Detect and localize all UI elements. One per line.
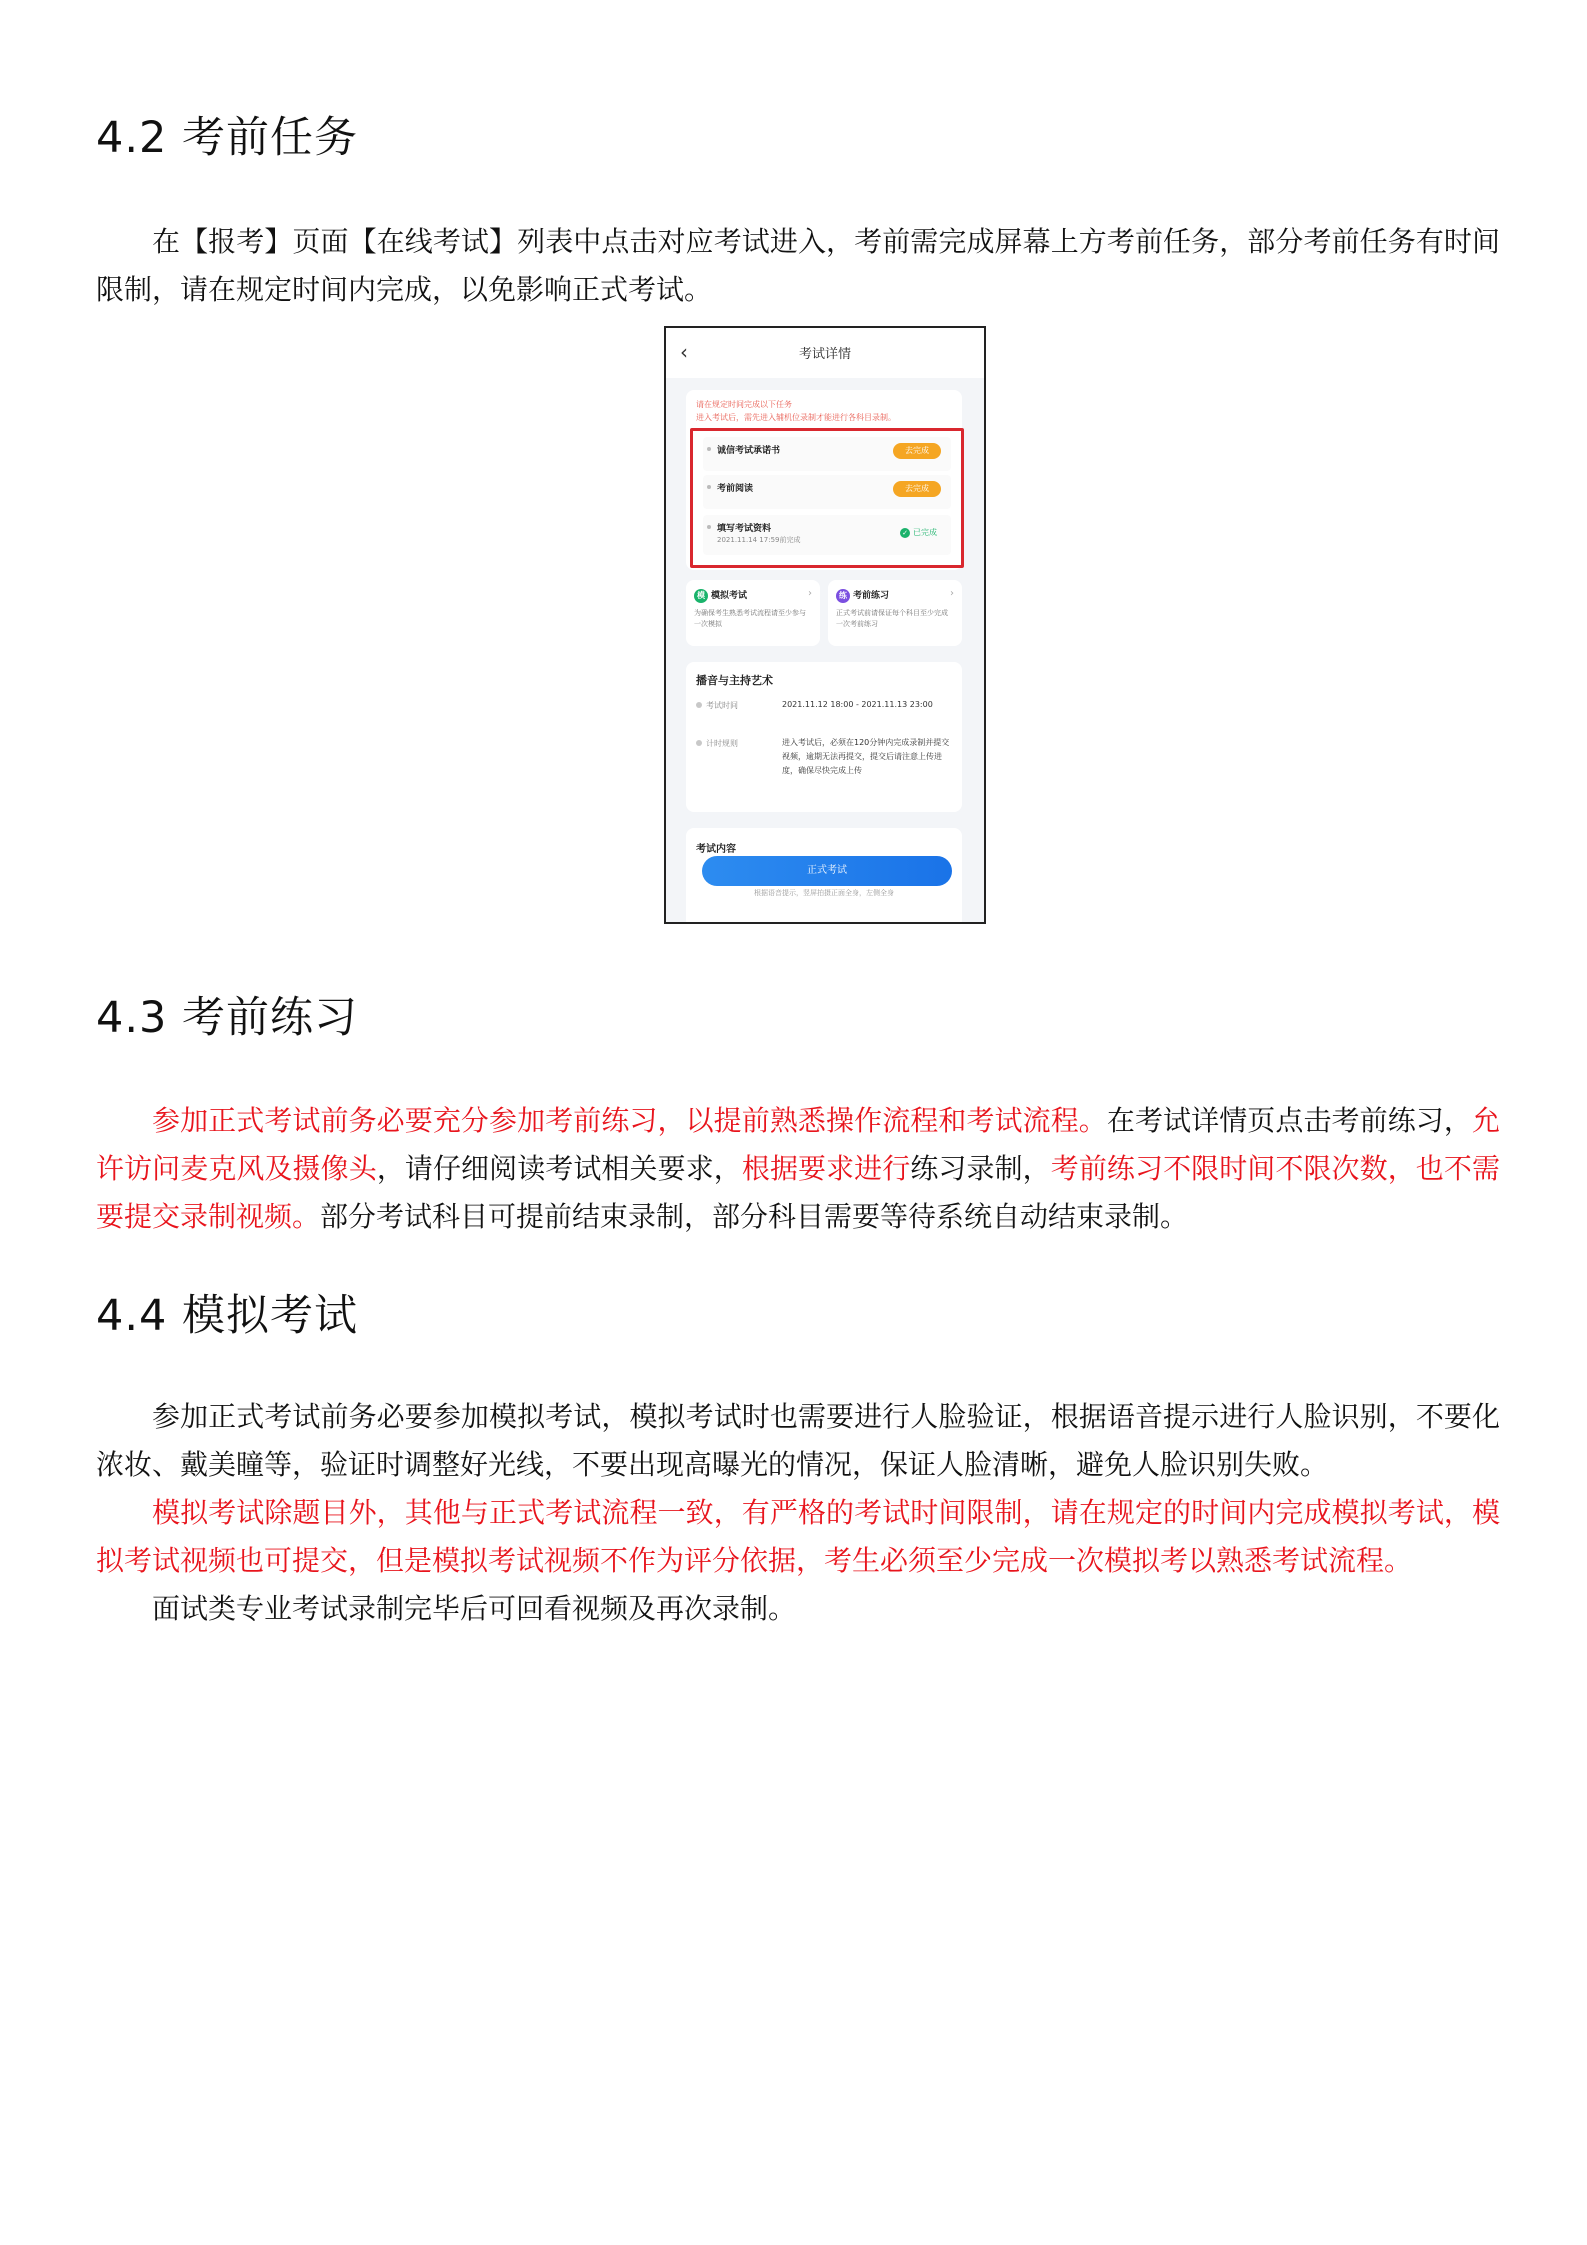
- mock-exam-card[interactable]: [686, 580, 820, 646]
- mock-exam-title-row: [694, 588, 747, 603]
- chevron-right-icon: ›: [808, 588, 812, 599]
- chevron-right-icon: ›: [950, 588, 954, 599]
- paragraph-4-2: [96, 218, 1500, 314]
- section-title-4-2: 4.2 考前任务: [96, 113, 359, 163]
- chevron-left-icon[interactable]: ‹: [680, 340, 688, 364]
- section-title-4-3: 4.3 考前练习: [96, 993, 359, 1043]
- highlighted-text: 模拟考试除题目外，其他与正式考试流程一致，有严格的考试时间限制，请在规定的时间内完成模拟考试，模拟考试视频也可提交，但是模拟考试视频不作为评分依据，考生必须至少完成一次模拟考以熟悉考试流程。: [96, 1496, 1500, 1577]
- exam-details-screenshot: [664, 326, 986, 924]
- highlighted-text: 参加正式考试前务必要充分参加考前练习，以提前熟悉操作流程和考试流程。: [152, 1104, 1107, 1137]
- phone-title: 考试详情: [798, 347, 851, 362]
- task-name: 诚信考试承诺书: [717, 446, 781, 456]
- exam-time-label: 考试时间: [706, 701, 738, 710]
- timer-icon: [696, 740, 702, 746]
- task-deadline: 2021.11.14 17:59前完成: [717, 536, 801, 544]
- practice-icon: 练: [836, 589, 850, 603]
- task-item[interactable]: [703, 515, 951, 555]
- highlighted-text: 允许访问麦克风及摄像头: [96, 1104, 1500, 1185]
- notice-line-1: 请在规定时间完成以下任务: [696, 400, 792, 409]
- paragraph-4-3: [96, 1097, 1500, 1241]
- body-text: ，请仔细阅读考试相关要求，: [376, 1152, 742, 1185]
- clock-icon: [696, 702, 702, 708]
- exam-content-title: 考试内容: [696, 844, 736, 855]
- task-name: 考前阅读: [717, 484, 754, 494]
- paragraph-4-4-c: [96, 1585, 1500, 1633]
- paragraph-4-4-b: [96, 1489, 1500, 1585]
- timing-rule-label: 计时规则: [706, 739, 738, 748]
- body-text: 参加正式考试前务必要参加模拟考试，模拟考试时也需要进行人脸验证，根据语音提示进行人脸识别，不要化浓妆、戴美瞳等，验证时调整好光线，不要出现高曝光的情况，保证人脸清晰，避免人脸识别失败。: [96, 1400, 1500, 1481]
- check-icon: ✓: [900, 528, 910, 538]
- task-done-badge: [900, 527, 937, 538]
- bullet-icon: [707, 485, 711, 489]
- body-text: 面试类专业考试录制完毕后可回看视频及再次录制。: [152, 1592, 797, 1625]
- exam-content-card: [686, 828, 962, 924]
- body-text: 在考试详情页点击考前练习，: [1106, 1104, 1472, 1137]
- mock-exam-icon: 模: [694, 589, 708, 603]
- task-go-button[interactable]: 去完成: [893, 443, 941, 459]
- tasks-highlight: [690, 428, 964, 568]
- task-item[interactable]: [703, 475, 951, 509]
- timing-rule-value: 进入考试后，必须在120分钟内完成录制并提交视频，逾期无法再提交，提交后请注意上传进度，确保尽快完成上传: [782, 738, 950, 775]
- body-text: 练习录制，: [910, 1152, 1051, 1185]
- practice-card[interactable]: [828, 580, 962, 646]
- task-item[interactable]: [703, 437, 951, 471]
- exam-hint: 根据语音提示，竖屏拍摄正面全身，左侧全身: [754, 889, 894, 897]
- highlighted-text: 考前练习不限时间不限次数，也不需要提交录制视频。: [96, 1152, 1500, 1233]
- task-go-button[interactable]: 去完成: [893, 481, 941, 497]
- highlighted-text: 根据要求进行: [741, 1152, 911, 1185]
- task-notice: [696, 398, 896, 424]
- body-text: 部分考试科目可提前结束录制，部分科目需要等待系统自动结束录制。: [320, 1200, 1189, 1233]
- start-exam-button[interactable]: 正式考试: [702, 856, 952, 886]
- phone-topbar: [666, 328, 984, 378]
- exam-info-card: [686, 662, 962, 812]
- practice-title-row: [836, 588, 889, 603]
- body-text: 在【报考】页面【在线考试】列表中点击对应考试进入，考前需完成屏幕上方考前任务，部分考前任务有时间限制，请在规定时间内完成，以免影响正式考试。: [96, 225, 1500, 306]
- notice-line-2: 进入考试后，需先进入辅机位录制才能进行各科目录制。: [696, 413, 896, 422]
- paragraph-4-4-a: [96, 1393, 1500, 1489]
- practice-desc: 正式考试前请保证每个科目至少完成一次考前练习: [836, 609, 948, 628]
- practice-title: 考前练习: [853, 591, 890, 601]
- mock-exam-title: 模拟考试: [711, 591, 748, 601]
- task-done-label: 已完成: [913, 528, 937, 537]
- bullet-icon: [707, 447, 711, 451]
- task-name: 填写考试资料: [717, 524, 772, 534]
- exam-time-value: 2021.11.12 18:00 - 2021.11.13 23:00: [782, 700, 933, 709]
- mock-exam-desc: 为确保考生熟悉考试流程请至少参与一次模拟: [694, 609, 806, 628]
- exam-subject-title: 播音与主持艺术: [696, 674, 773, 687]
- bullet-icon: [707, 525, 711, 529]
- section-title-4-4: 4.4 模拟考试: [96, 1291, 359, 1341]
